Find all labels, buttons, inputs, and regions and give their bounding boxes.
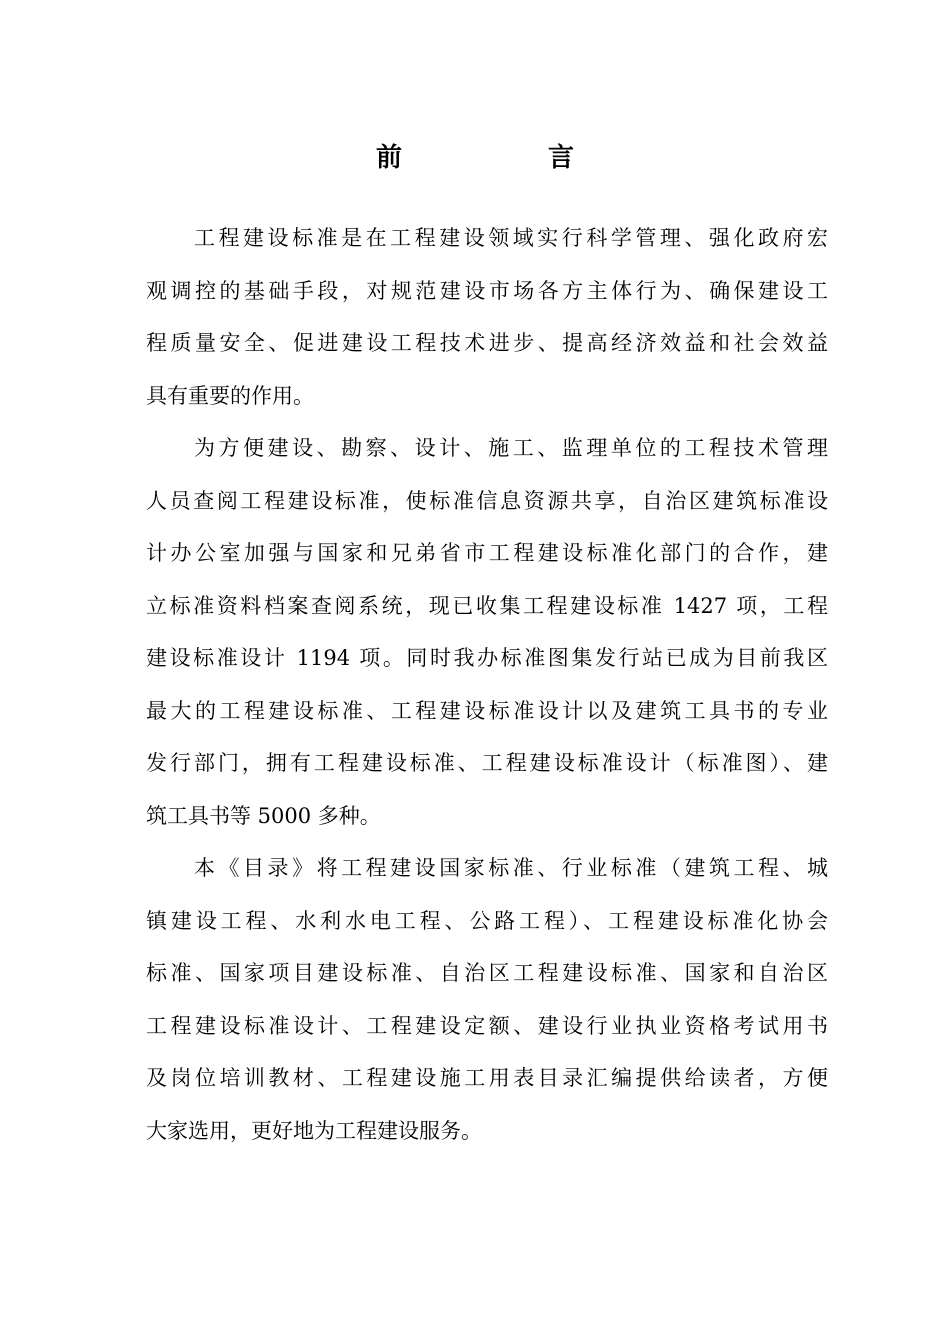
paragraph-line: 人员查阅工程建设标准，使标准信息资源共享，自治区建筑标准设 bbox=[146, 488, 828, 513]
paragraph-line: 本《目录》将工程建设国家标准、行业标准（建筑工程、城 bbox=[194, 856, 828, 880]
paragraph-line: 大家选用，更好地为工程建设服务。 bbox=[146, 1118, 482, 1143]
paragraph-line: 工程建设标准设计、工程建设定额、建设行业执业资格考试用书 bbox=[146, 1013, 828, 1038]
paragraph-1 bbox=[146, 212, 828, 422]
paragraph-line: 观调控的基础手段，对规范建设市场各方主体行为、确保建设工 bbox=[146, 278, 828, 303]
paragraph-line: 筑工具书等 5000 多种。 bbox=[146, 803, 381, 828]
paragraph-line: 立标准资料档案查阅系统，现已收集工程建设标准 1427 项，工程 bbox=[146, 593, 828, 618]
paragraph-line: 发行部门，拥有工程建设标准、工程建设标准设计（标准图）、建 bbox=[146, 751, 828, 775]
paragraph-3 bbox=[146, 842, 828, 1157]
paragraph-line: 为方便建设、勘察、设计、施工、监理单位的工程技术管理 bbox=[194, 436, 828, 460]
paragraph-line: 镇建设工程、水利水电工程、公路工程）、工程建设标准化协会 bbox=[146, 908, 828, 933]
paragraph-line: 标准、国家项目建设标准、自治区工程建设标准、国家和自治区 bbox=[146, 961, 828, 985]
paragraph-line: 最大的工程建设标准、工程建设标准设计以及建筑工具书的专业 bbox=[146, 698, 828, 723]
paragraph-2 bbox=[146, 422, 828, 842]
paragraph-line: 建设标准设计 1194 项。同时我办标准图集发行站已成为目前我区 bbox=[146, 646, 828, 670]
page-title: 前 言 bbox=[375, 143, 634, 173]
paragraph-line: 计办公室加强与国家和兄弟省市工程建设标准化部门的合作，建 bbox=[146, 541, 828, 565]
paragraph-line: 及岗位培训教材、工程建设施工用表目录汇编提供给读者，方便 bbox=[146, 1066, 828, 1090]
paragraph-line: 工程建设标准是在工程建设领域实行科学管理、强化政府宏 bbox=[194, 226, 828, 250]
paragraph-line: 具有重要的作用。 bbox=[146, 383, 314, 408]
paragraph-line: 程质量安全、促进建设工程技术进步、提高经济效益和社会效益 bbox=[146, 331, 828, 355]
document-body bbox=[146, 212, 828, 1157]
